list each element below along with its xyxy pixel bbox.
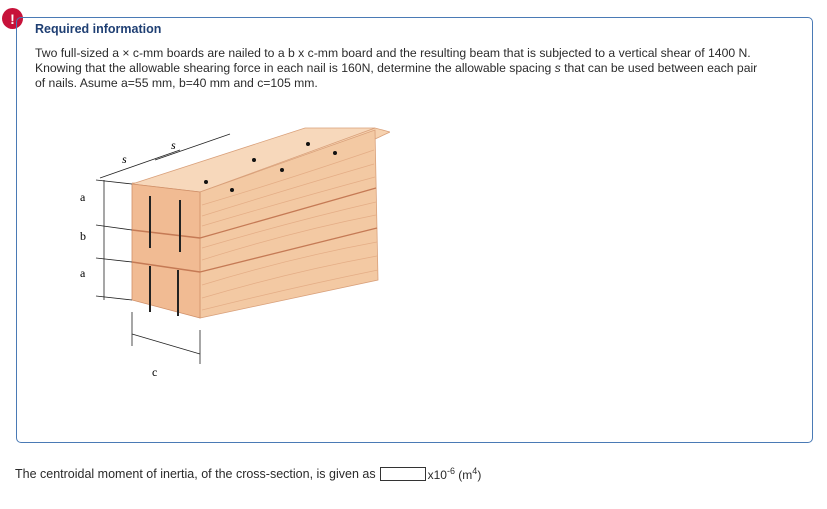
unit-exponent-2: 4	[472, 466, 478, 476]
beam-end-face	[132, 184, 200, 318]
unit-close: )	[477, 468, 482, 482]
label-s-1: s	[122, 152, 127, 166]
beam-figure	[60, 120, 390, 390]
label-c: c	[152, 365, 158, 379]
label-b: b	[80, 229, 86, 243]
unit-prefix: x10	[427, 468, 447, 482]
label-s-2: s	[171, 138, 176, 152]
problem-statement	[35, 46, 770, 91]
statement-italic-s: s	[554, 61, 561, 75]
moment-of-inertia-input[interactable]	[380, 467, 426, 481]
label-a-top: a	[80, 190, 86, 204]
exclamation-icon: !	[10, 10, 15, 27]
card-title: Required information	[35, 22, 162, 36]
unit-label	[428, 466, 482, 482]
label-a-bottom: a	[80, 266, 86, 280]
unit-open: (m	[454, 468, 473, 482]
question-row	[15, 466, 481, 482]
statement-part-2: that can be used between each pair of nails. Asume a=55 mm, b=40 mm and c=105 mm.	[35, 61, 758, 90]
question-text: The centroidal moment of inertia, of the cross-section, is given as	[15, 467, 376, 481]
statement-part-1: Two full-sized a × c-mm boards are nailed to a b x c-mm board and the resulting beam that is subjected to a vertical shear of 1400 N. Knowing that the allowable shearing force in each nail is 160N, determine the allowable spacing	[35, 46, 751, 75]
unit-exponent: -6	[446, 466, 455, 476]
